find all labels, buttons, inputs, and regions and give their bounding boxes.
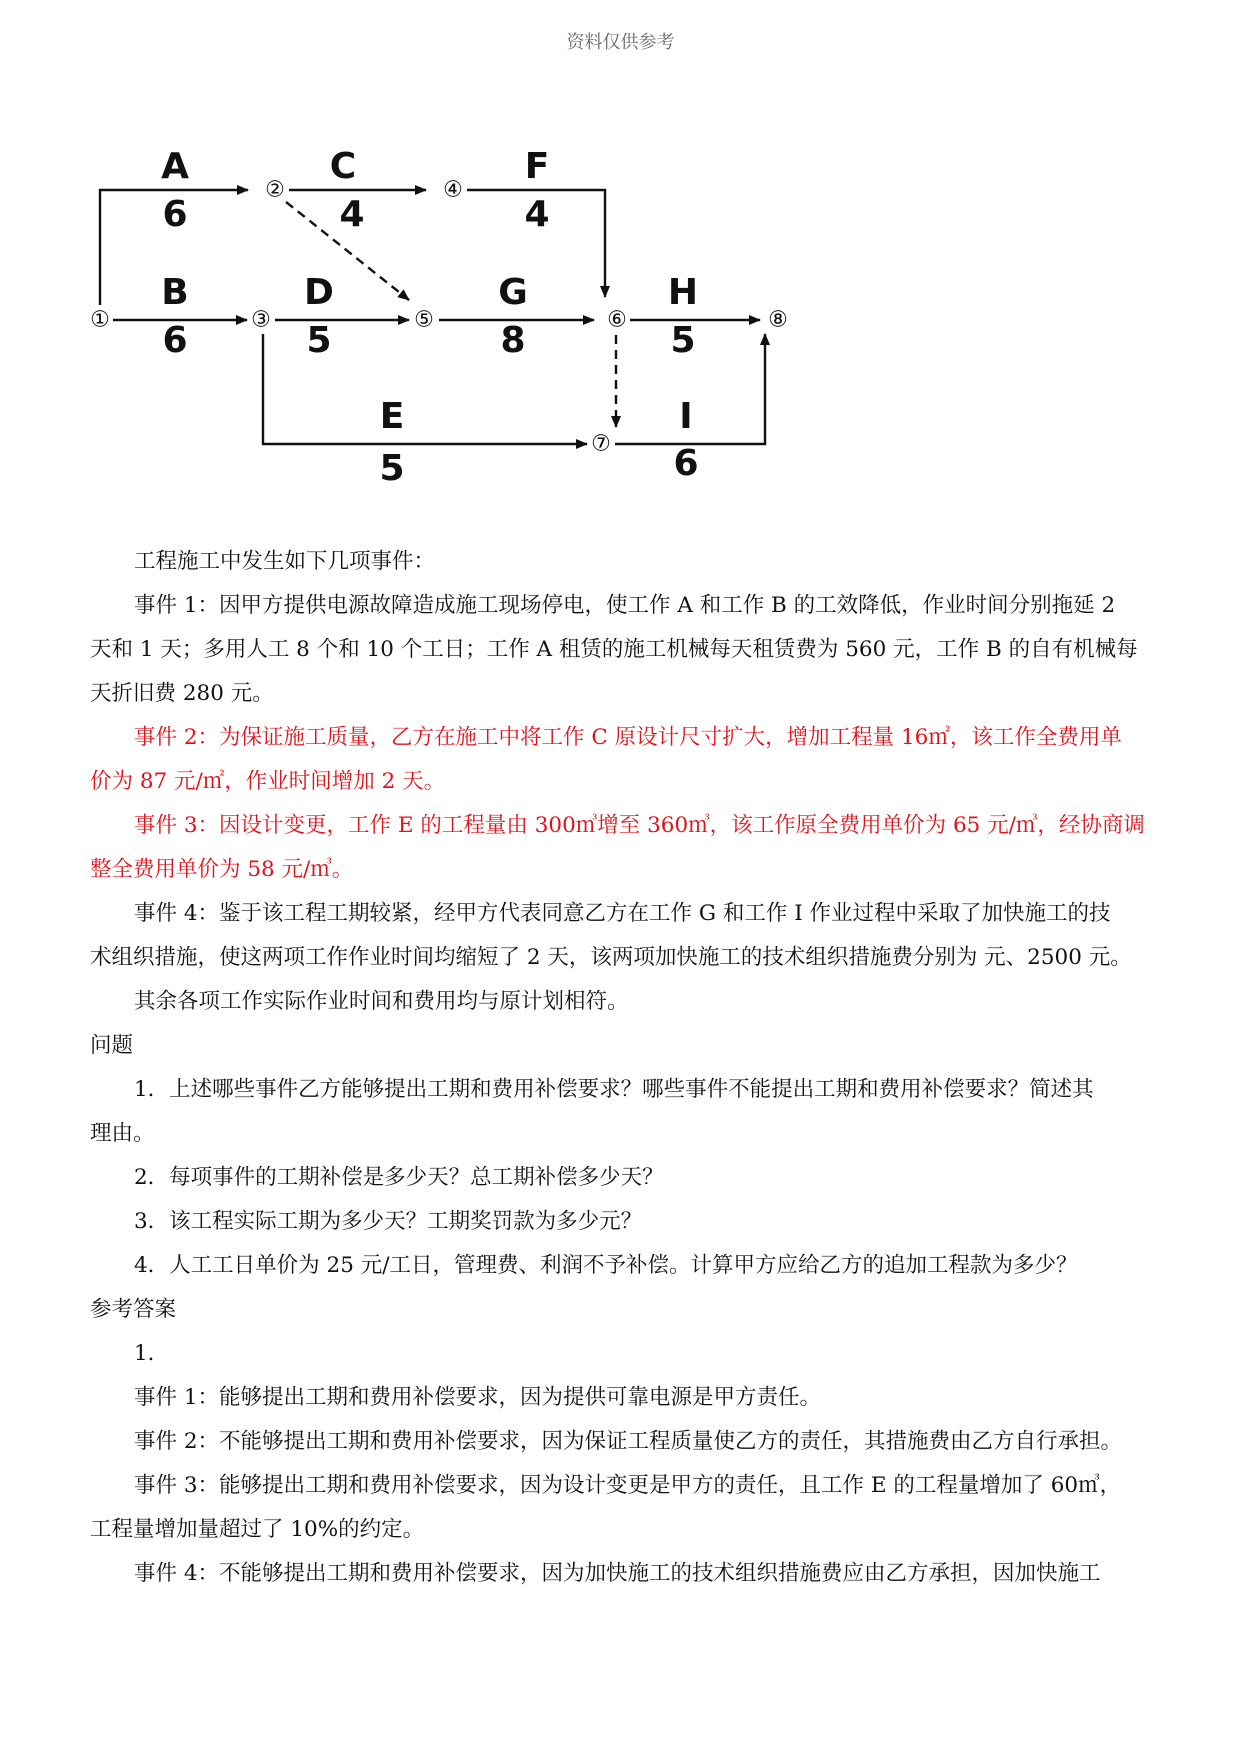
activity-G-duration: 8	[500, 320, 526, 361]
node-1: ①	[90, 307, 110, 333]
rest-text: 其余各项工作实际作业时间和费用均与原计划相符。	[134, 989, 629, 1014]
intro-text: 工程施工中发生如下几项事件：	[134, 549, 436, 574]
activity-A-duration: 6	[162, 194, 188, 235]
activity-E-name: E	[379, 396, 405, 437]
question-3: 3．该工程实际工期为多少天？工期奖罚款为多少元？	[134, 1209, 643, 1234]
question-1-line-2: 理由。	[90, 1121, 155, 1146]
activity-F-duration: 4	[524, 194, 550, 235]
activity-F-name: F	[524, 150, 550, 187]
page-header: 资料仅供参考	[566, 32, 675, 53]
event-2-line-2: 价为 87 元/㎡，作业时间增加 2 天。	[90, 769, 446, 794]
activity-A-name: A	[161, 150, 189, 187]
activity-C-name: C	[329, 150, 357, 187]
activity-D-name: D	[304, 272, 334, 313]
node-4: ④	[443, 177, 463, 203]
activity-H-name: H	[667, 272, 699, 313]
activity-E-duration: 5	[379, 448, 405, 489]
activity-I-name: I	[679, 396, 693, 437]
answer-1-heading: 1．	[134, 1341, 170, 1366]
node-2: ②	[265, 177, 285, 203]
event-1-line-1: 事件 1：因甲方提供电源故障造成施工现场停电，使工作 A 和工作 B 的工效降低，作业时间分别拖延 2	[134, 593, 1116, 618]
questions-title: 问题	[90, 1033, 134, 1058]
answer-event-3-line-1: 事件 3：能够提出工期和费用补偿要求，因为设计变更是甲方的责任，且工作 E 的工程量增加了 60㎥，	[134, 1473, 1122, 1498]
activity-H-duration: 5	[670, 320, 696, 361]
activity-B-duration: 6	[162, 320, 188, 361]
event-4-line-1: 事件 4：鉴于该工程工期较紧，经甲方代表同意乙方在工作 G 和工作 I 作业过程中采取了加快施工的技	[134, 901, 1111, 926]
question-1-line-1: 1．上述哪些事件乙方能够提出工期和费用补偿要求？哪些事件不能提出工期和费用补偿要求？简述其	[134, 1077, 1094, 1102]
event-4-line-2: 术组织措施，使这两项工作作业时间均缩短了 2 天，该两项加快施工的技术组织措施费分别为 元、2500 元。	[90, 945, 1132, 970]
event-3-line-2: 整全费用单价为 58 元/㎥。	[90, 857, 354, 882]
node-6: ⑥	[607, 307, 627, 333]
question-4: 4．人工工日单价为 25 元/工日，管理费、利润不予补偿。计算甲方应给乙方的追加工程款为多少？	[134, 1253, 1078, 1278]
activity-D-duration: 5	[306, 320, 332, 361]
node-8: ⑧	[768, 307, 788, 333]
answer-event-2: 事件 2：不能够提出工期和费用补偿要求，因为保证工程质量使乙方的责任，其措施费由乙方自行承担。	[134, 1429, 1123, 1454]
event-3-line-1: 事件 3：因设计变更，工作 E 的工程量由 300㎥增至 360㎥，该工作原全费用单价为 65 元/㎥，经协商调	[134, 813, 1145, 838]
answer-event-4: 事件 4：不能够提出工期和费用补偿要求，因为加快施工的技术组织措施费应由乙方承担，因加快施工	[134, 1561, 1101, 1586]
network-diagram	[90, 150, 810, 490]
activity-G-name: G	[498, 272, 528, 313]
answer-title: 参考答案	[90, 1297, 177, 1322]
node-7: ⑦	[591, 431, 611, 457]
activity-I-duration: 6	[673, 443, 699, 484]
answer-event-3-line-2: 工程量增加量超过了 10%的约定。	[90, 1517, 425, 1542]
node-5: ⑤	[414, 307, 434, 333]
question-2: 2．每项事件的工期补偿是多少天？总工期补偿多少天？	[134, 1165, 664, 1190]
document-body	[90, 540, 1165, 1596]
activity-B-name: B	[161, 272, 189, 313]
event-2-line-1: 事件 2：为保证施工质量，乙方在施工中将工作 C 原设计尺寸扩大，增加工程量 16㎡，该工作全费用单	[134, 725, 1122, 750]
activity-C-duration: 4	[339, 194, 365, 235]
answer-event-1: 事件 1：能够提出工期和费用补偿要求，因为提供可靠电源是甲方责任。	[134, 1385, 822, 1410]
node-3: ③	[251, 307, 271, 333]
event-1-line-2: 天和 1 天；多用人工 8 个和 10 个工日；工作 A 租赁的施工机械每天租赁费为 560 元，工作 B 的自有机械每	[90, 637, 1138, 662]
event-1-line-3: 天折旧费 280 元。	[90, 681, 274, 706]
